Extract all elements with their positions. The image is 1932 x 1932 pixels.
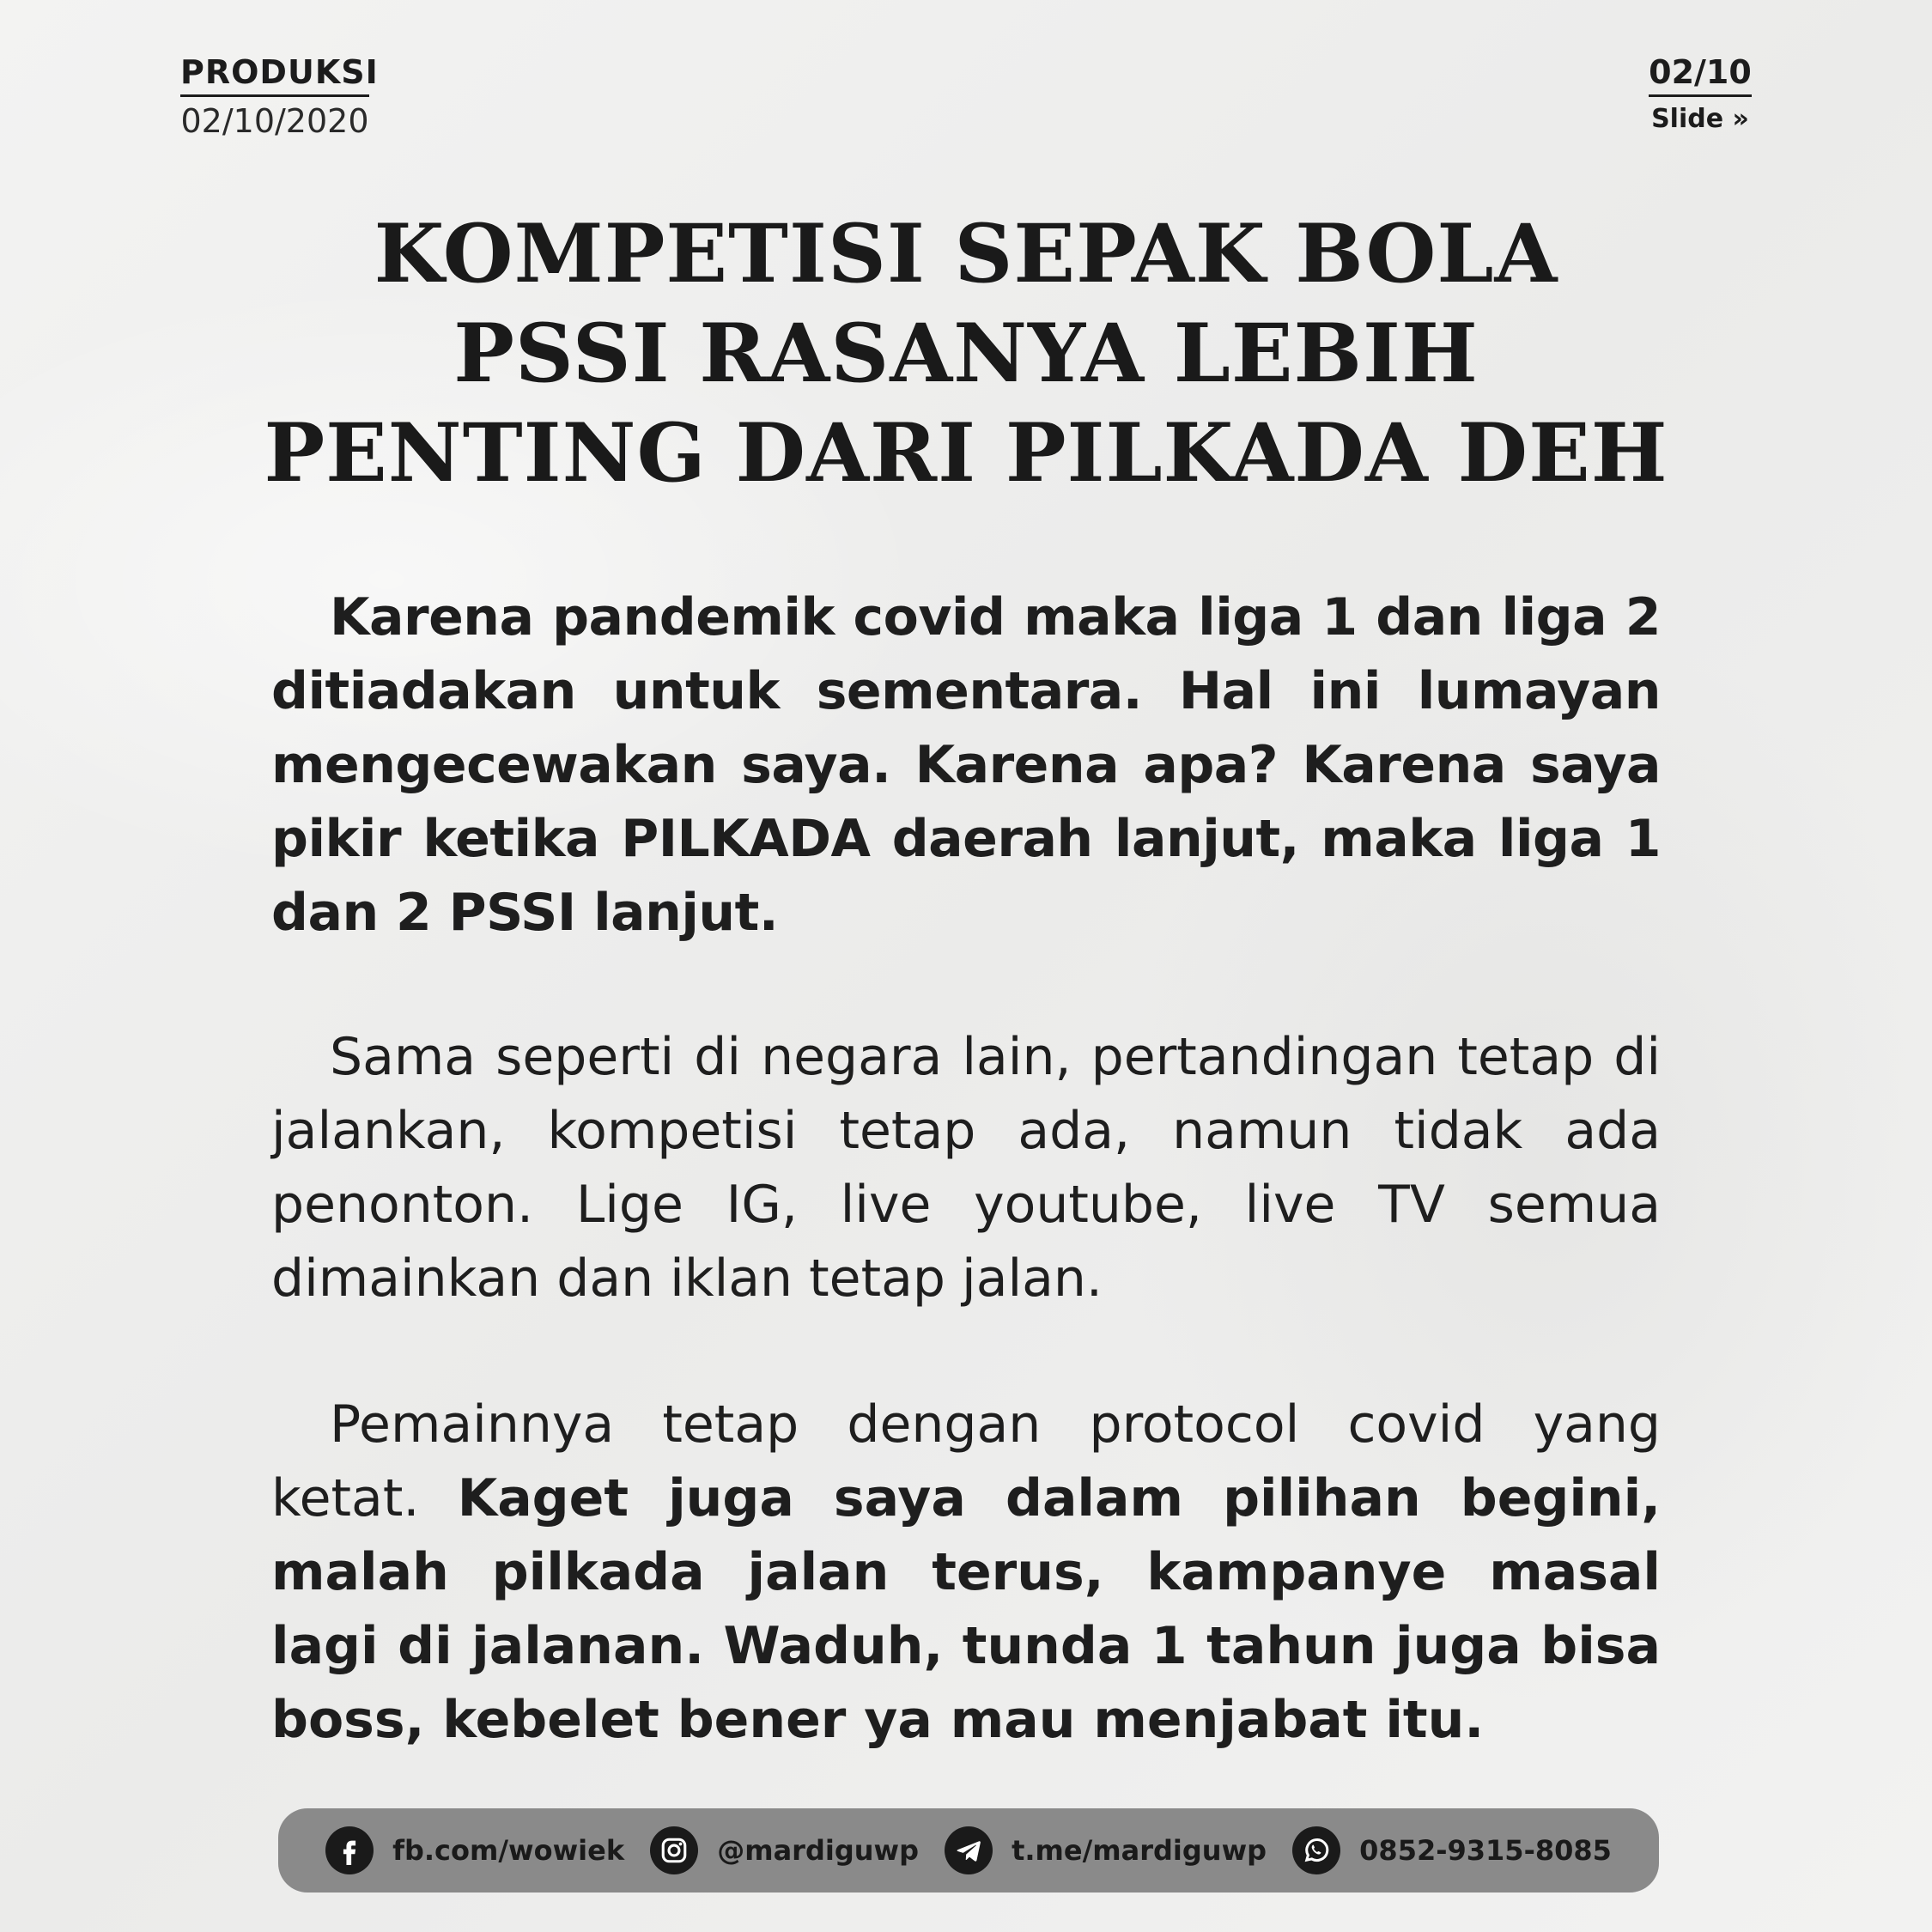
telegram-icon	[945, 1826, 993, 1874]
header-date: 02/10/2020	[180, 102, 369, 140]
paragraph-3-bold: Kaget juga saya dalam pilihan begini, malah pilkada jalan terus, kampanye masal lagi di jalanan. Waduh, tunda 1 tahun juga bisa boss, kebelet bener ya mau menjabat itu.	[271, 1468, 1662, 1750]
facebook-icon	[325, 1826, 374, 1874]
footer-whatsapp-text: 0852-9315-8085	[1359, 1834, 1612, 1867]
footer-telegram[interactable]	[945, 1826, 1267, 1874]
footer-instagram[interactable]	[650, 1826, 919, 1874]
page-title: KOMPETISI SEPAK BOLA PSSI RASANYA LEBIH PENTING DARI PILKADA DEH	[264, 207, 1668, 501]
slide-next-link[interactable]: Slide »	[1651, 104, 1749, 134]
footer-facebook[interactable]	[325, 1826, 624, 1874]
page-number: 02/10	[1649, 53, 1752, 97]
footer-instagram-text: @mardiguwp	[717, 1834, 919, 1867]
whatsapp-icon	[1292, 1826, 1340, 1874]
header-label: PRODUKSI	[180, 53, 369, 97]
social-footer	[278, 1808, 1659, 1893]
paragraph-3-normal: Pemainnya tetap dengan protocol covid yang ketat.	[271, 1394, 1661, 1528]
header-left	[180, 53, 379, 140]
paragraph-3	[271, 1388, 1661, 1757]
instagram-icon	[650, 1826, 698, 1874]
footer-facebook-text: fb.com/wowiek	[392, 1834, 625, 1867]
paragraph-2: Sama seperti di negara lain, pertandingan tetap di jalankan, kompetisi tetap ada, namun tidak ada penonton. Lige IG, live youtube, live TV semua dimainkan dan iklan tetap jalan.	[271, 1027, 1661, 1309]
paragraph-1: Karena pandemik covid maka liga 1 dan liga 2 ditiadakan untuk sementara. Hal ini lumayan mengecewakan saya. Karena apa? Karena saya pikir ketika PILKADA daerah lanjut, maka liga 1 dan 2 PSSI lanjut.	[271, 587, 1661, 943]
footer-telegram-text: t.me/mardiguwp	[1012, 1834, 1267, 1867]
header-right	[1649, 53, 1752, 134]
footer-whatsapp[interactable]	[1292, 1826, 1612, 1874]
